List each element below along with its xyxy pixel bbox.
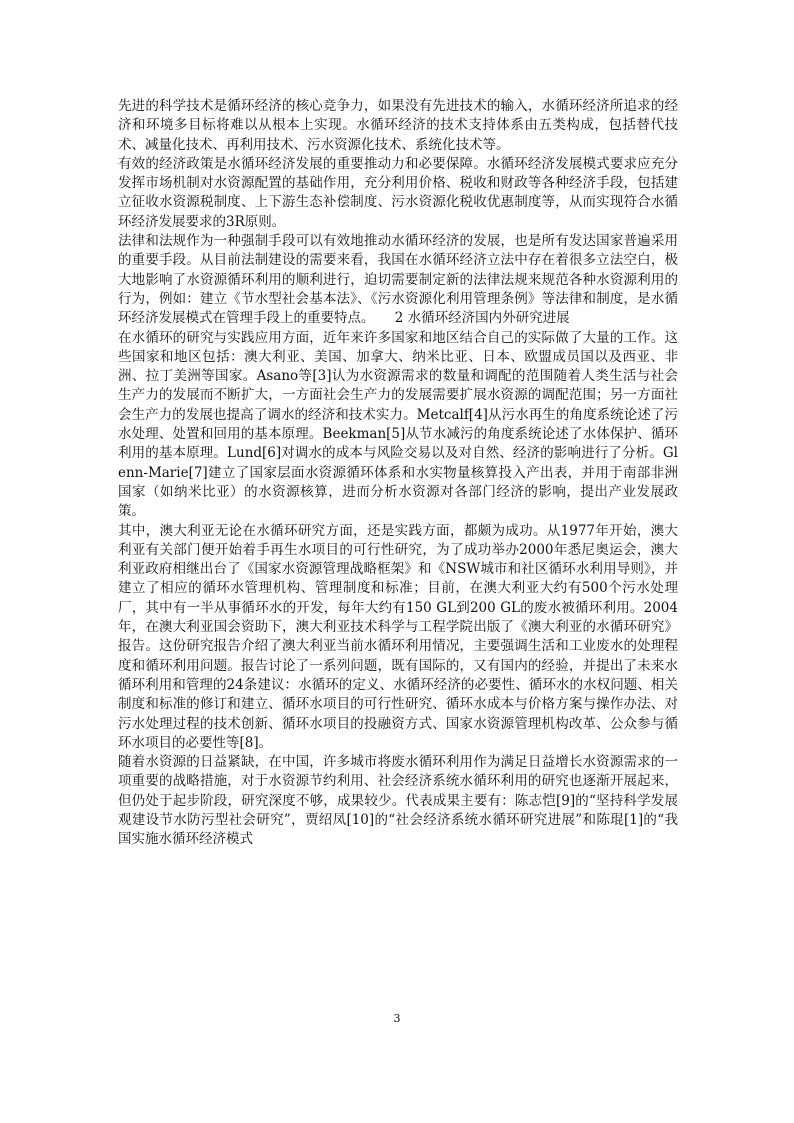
paragraph-australia-case: 其中，澳大利亚无论在水循环研究方面，还是实践方面，都颇为成功。从1977年开始，澳大利亚有关部门便开始着手再生水项目的可行性研究，为了成功举办2000年悉尼奥运会，澳大利亚政府相继出台了《国家水资源管理战略框架》和《NSW城市和社区循环水利用导则》，并建立了相应的循环水管理机构、管理制度和标准；目前，在澳大利亚大约有500个污水处理厂，其中有一半从事循环水的开发，每年大约有150 GL到200 GL的废水被循环利用。2004年，在澳大利亚国会资助下，澳大利亚技术科学与工程学院出版了《澳大利亚的水循环研究》报告。这份研究报告介绍了澳大利亚当前水循环利用情况，主要强调生活和工业废水的处理程度和循环利用问题。报告讨论了一系列问题，既有国际的，又有国内的经验，并提出了未来水循环利用和管理的24条建议：水循环的定义、水循环经济的必要性、循环水的水权问题、相关制度和标准的修订和建立、循环水项目的可行性研究、循环水成本与价格方案与操作办法、对污水处理过程的技术创新、循环水项目的投融资方式、国家水资源管理机构改革、公众参与循环水项目的必要性等[8]。 — [118, 522, 678, 751]
document-body — [118, 97, 678, 850]
paragraph-laws-regulations: 法律和法规作为一种强制手段可以有效地推动水循环经济的发展，也是所有发达国家普遍采用的重要手段。从目前法制建设的需要来看，我国在水循环经济立法中存在着很多立法空白，极大地影响了水资源循环利用的顺利进行，迫切需要制定新的法律法规来规范各种水资源利用的行为，例如：建立《节水型社会基本法》、《污水资源化利用管理条例》等法律和制度，是水循环经济发展模式在管理手段上的重要特点。 2 水循环经济国内外研究进展 — [118, 233, 678, 327]
paragraph-international-research: 在水循环的研究与实践应用方面，近年来许多国家和地区结合自己的实际做了大量的工作。这些国家和地区包括：澳大利亚、美国、加拿大、纳米比亚、日本、欧盟成员国以及西亚、非洲、拉丁美洲等国家。Asano等[3]认为水资源需求的数量和调配的范围随着人类生活与社会生产力的发展而不断扩大，一方面社会生产力的发展需要扩展水资源的调配范围；另一方面社会生产力的发展也提高了调水的经济和技术实力。Metcalf[4]从污水再生的角度系统论述了污水处理、处置和回用的基本原理。Beekman[5]从节水减污的角度系统论述了水体保护、循环利用的基本原理。Lund[6]对调水的成本与风险交易以及对自然、经济的影响进行了分析。Glenn-Marie[7]建立了国家层面水资源循环体系和水实物量核算投入产出表，并用于南部非洲国家（如纳米比亚）的水资源核算，进而分析水资源对各部门经济的影响，提出产业发展政策。 — [118, 329, 678, 520]
page-number: 3 — [393, 1012, 401, 1025]
paragraph-technology-support: 先进的科学技术是循环经济的核心竞争力，如果没有先进技术的输入，水循环经济所追求的经济和环境多目标将难以从根本上实现。水循环经济的技术支持体系由五类构成，包括替代技术、减量化技术、再利用技术、污水资源化技术、系统化技术等。 — [118, 98, 678, 153]
paragraph-economic-policy: 有效的经济政策是水循环经济发展的重要推动力和必要保障。水循环经济发展模式要求应充分发挥市场机制对水资源配置的基础作用，充分利用价格、税收和财政等各种经济手段，包括建立征收水资源税制度、上下游生态补偿制度、污水资源化税收优惠制度等，从而实现符合水循环经济发展要求的3R原则。 — [118, 155, 678, 230]
paragraph-china-research: 随着水资源的日益紧缺，在中国，许多城市将废水循环利用作为满足日益增长水资源需求的一项重要的战略措施，对于水资源节约利用、社会经济系统水循环利用的研究也逐渐开展起来，但仍处于起步阶段，研究深度不够，成果较少。代表成果主要有：陈志恺[9]的“坚持科学发展观建设节水防污型社会研究”，贾绍凤[10]的“社会经济系统水循环研究进展”和陈琨[1]的“我国实施水循环经济模式 — [118, 754, 678, 848]
